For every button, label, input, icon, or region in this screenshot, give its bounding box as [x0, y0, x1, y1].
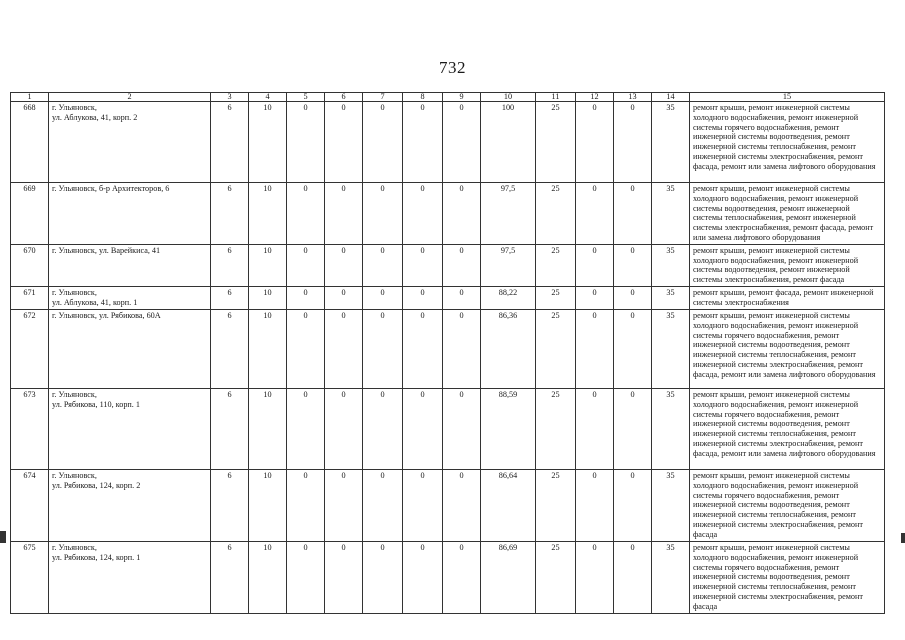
cell: 0 — [287, 309, 325, 388]
cell: 0 — [576, 309, 614, 388]
cell: 0 — [576, 541, 614, 613]
cell: 0 — [614, 102, 652, 183]
row-id: 668 — [11, 102, 49, 183]
cell: 0 — [325, 244, 363, 286]
cell: 86,64 — [481, 469, 536, 541]
cell: 35 — [652, 183, 690, 245]
cell: 25 — [536, 102, 576, 183]
cell: 0 — [576, 183, 614, 245]
cell: 25 — [536, 541, 576, 613]
works-cell: ремонт крыши, ремонт инженерной системы холодного водоснабжения, ремонт инженерной системы горячего водоснабжения, ремонт инженерной системы водоотведения, ремонт инженерной системы теплоснабжения, ремонт инженерной системы электроснабжения, ремонт фасада, ремонт или замена лифтового оборудования — [690, 102, 885, 183]
cell: 0 — [443, 183, 481, 245]
column-header: 14 — [652, 93, 690, 102]
cell: 6 — [211, 469, 249, 541]
cell: 0 — [325, 388, 363, 469]
column-header: 9 — [443, 93, 481, 102]
column-header: 11 — [536, 93, 576, 102]
cell: 6 — [211, 388, 249, 469]
cell: 0 — [325, 286, 363, 309]
column-header: 4 — [249, 93, 287, 102]
cell: 0 — [403, 244, 443, 286]
cell: 0 — [614, 541, 652, 613]
cell: 0 — [363, 541, 403, 613]
cell: 0 — [403, 102, 443, 183]
cell: 6 — [211, 309, 249, 388]
address-cell: г. Ульяновск, ул. Рябикова, 110, корп. 1 — [49, 388, 211, 469]
cell: 25 — [536, 469, 576, 541]
cell: 86,36 — [481, 309, 536, 388]
cell: 6 — [211, 102, 249, 183]
table-row — [11, 244, 885, 286]
cell: 6 — [211, 244, 249, 286]
cell: 0 — [614, 309, 652, 388]
table-row — [11, 102, 885, 183]
works-cell: ремонт крыши, ремонт инженерной системы холодного водоснабжения, ремонт инженерной системы горячего водоснабжения, ремонт инженерной системы водоотведения, ремонт инженерной системы теплоснабжения, ремонт инженерной системы электроснабжения, ремонт фасада, ремонт или замена лифтового оборудования — [690, 309, 885, 388]
address-cell: г. Ульяновск, ул. Аблукова, 41, корп. 1 — [49, 286, 211, 309]
cell: 0 — [576, 244, 614, 286]
cell: 0 — [325, 183, 363, 245]
cell: 0 — [403, 309, 443, 388]
column-header: 8 — [403, 93, 443, 102]
cell: 25 — [536, 286, 576, 309]
cell: 100 — [481, 102, 536, 183]
cell: 97,5 — [481, 244, 536, 286]
register-table — [10, 92, 885, 614]
cell: 6 — [211, 286, 249, 309]
works-cell: ремонт крыши, ремонт инженерной системы холодного водоснабжения, ремонт инженерной системы водоотведения, ремонт инженерной системы электроснабжения, ремонт фасада — [690, 244, 885, 286]
cell: 35 — [652, 244, 690, 286]
cell: 0 — [325, 469, 363, 541]
row-id: 670 — [11, 244, 49, 286]
cell: 35 — [652, 469, 690, 541]
cell: 0 — [363, 244, 403, 286]
cell: 97,5 — [481, 183, 536, 245]
cell: 0 — [363, 286, 403, 309]
cell: 0 — [443, 541, 481, 613]
cell: 10 — [249, 388, 287, 469]
cell: 0 — [576, 286, 614, 309]
cell: 0 — [287, 183, 325, 245]
row-id: 674 — [11, 469, 49, 541]
column-header: 3 — [211, 93, 249, 102]
table-row — [11, 469, 885, 541]
cell: 6 — [211, 541, 249, 613]
works-cell: ремонт крыши, ремонт инженерной системы холодного водоснабжения, ремонт инженерной системы водоотведения, ремонт инженерной системы теплоснабжения, ремонт инженерной системы электроснабжения, ремонт фасада, ремонт или замена лифтового оборудования — [690, 183, 885, 245]
cell: 6 — [211, 183, 249, 245]
cell: 0 — [287, 469, 325, 541]
cell: 0 — [614, 244, 652, 286]
table-row — [11, 286, 885, 309]
cell: 0 — [325, 541, 363, 613]
row-id: 669 — [11, 183, 49, 245]
cell: 0 — [443, 244, 481, 286]
works-cell: ремонт крыши, ремонт инженерной системы холодного водоснабжения, ремонт инженерной системы горячего водоснабжения, ремонт инженерной системы водоотведения, ремонт инженерной системы теплоснабжения, ремонт инженерной системы электроснабжения, ремонт фасада, ремонт или замена лифтового оборудования — [690, 388, 885, 469]
cell: 0 — [614, 183, 652, 245]
page-number: 732 — [439, 58, 466, 77]
cell: 0 — [325, 309, 363, 388]
cell: 0 — [363, 102, 403, 183]
column-header: 1 — [11, 93, 49, 102]
row-id: 673 — [11, 388, 49, 469]
cell: 0 — [614, 469, 652, 541]
column-header: 7 — [363, 93, 403, 102]
address-cell: г. Ульяновск, ул. Рябикова, 60А — [49, 309, 211, 388]
cell: 0 — [443, 286, 481, 309]
table-row — [11, 541, 885, 613]
address-cell: г. Ульяновск, б-р Архитекторов, 6 — [49, 183, 211, 245]
address-cell: г. Ульяновск, ул. Рябикова, 124, корп. 2 — [49, 469, 211, 541]
row-id: 672 — [11, 309, 49, 388]
cell: 0 — [363, 309, 403, 388]
cell: 0 — [576, 102, 614, 183]
cell: 25 — [536, 244, 576, 286]
cell: 10 — [249, 244, 287, 286]
row-id: 671 — [11, 286, 49, 309]
cell: 10 — [249, 102, 287, 183]
cell: 0 — [363, 183, 403, 245]
column-header: 13 — [614, 93, 652, 102]
cell: 0 — [576, 469, 614, 541]
address-cell: г. Ульяновск, ул. Рябикова, 124, корп. 1 — [49, 541, 211, 613]
works-cell: ремонт крыши, ремонт инженерной системы холодного водоснабжения, ремонт инженерной системы горячего водоснабжения, ремонт инженерной системы водоотведения, ремонт инженерной системы теплоснабжения, ремонт инженерной системы электроснабжения, ремонт фасада — [690, 469, 885, 541]
cell: 0 — [287, 244, 325, 286]
cell: 35 — [652, 102, 690, 183]
cell: 10 — [249, 309, 287, 388]
cell: 0 — [287, 541, 325, 613]
cell: 10 — [249, 469, 287, 541]
cell: 0 — [403, 469, 443, 541]
cell: 0 — [443, 469, 481, 541]
table-row — [11, 388, 885, 469]
header-row — [11, 93, 885, 102]
cell: 35 — [652, 541, 690, 613]
column-header: 10 — [481, 93, 536, 102]
cell: 25 — [536, 388, 576, 469]
cell: 0 — [614, 286, 652, 309]
scan-mark-left — [0, 531, 6, 543]
cell: 25 — [536, 183, 576, 245]
works-cell: ремонт крыши, ремонт инженерной системы холодного водоснабжения, ремонт инженерной системы горячего водоснабжения, ремонт инженерной системы водоотведения, ремонт инженерной системы теплоснабжения, ремонт инженерной системы электроснабжения, ремонт фасада — [690, 541, 885, 613]
cell: 0 — [403, 541, 443, 613]
cell: 35 — [652, 286, 690, 309]
cell: 0 — [576, 388, 614, 469]
column-header: 5 — [287, 93, 325, 102]
cell: 35 — [652, 309, 690, 388]
column-header: 15 — [690, 93, 885, 102]
cell: 0 — [287, 388, 325, 469]
cell: 0 — [443, 388, 481, 469]
table-row — [11, 309, 885, 388]
table-row — [11, 183, 885, 245]
cell: 10 — [249, 286, 287, 309]
cell: 86,69 — [481, 541, 536, 613]
cell: 0 — [325, 102, 363, 183]
cell: 0 — [363, 388, 403, 469]
cell: 10 — [249, 541, 287, 613]
cell: 0 — [443, 102, 481, 183]
cell: 25 — [536, 309, 576, 388]
works-cell: ремонт крыши, ремонт фасада, ремонт инженерной системы электроснабжения — [690, 286, 885, 309]
address-cell: г. Ульяновск, ул. Варейкиса, 41 — [49, 244, 211, 286]
cell: 10 — [249, 183, 287, 245]
cell: 0 — [403, 388, 443, 469]
cell: 0 — [403, 183, 443, 245]
cell: 35 — [652, 388, 690, 469]
cell: 88,59 — [481, 388, 536, 469]
table-body — [11, 102, 885, 614]
cell: 0 — [363, 469, 403, 541]
cell: 0 — [403, 286, 443, 309]
cell: 88,22 — [481, 286, 536, 309]
row-id: 675 — [11, 541, 49, 613]
column-header: 6 — [325, 93, 363, 102]
cell: 0 — [287, 286, 325, 309]
cell: 0 — [443, 309, 481, 388]
cell: 0 — [287, 102, 325, 183]
address-cell: г. Ульяновск, ул. Аблукова, 41, корп. 2 — [49, 102, 211, 183]
column-header: 2 — [49, 93, 211, 102]
column-header: 12 — [576, 93, 614, 102]
cell: 0 — [614, 388, 652, 469]
scan-mark-right — [901, 533, 905, 543]
